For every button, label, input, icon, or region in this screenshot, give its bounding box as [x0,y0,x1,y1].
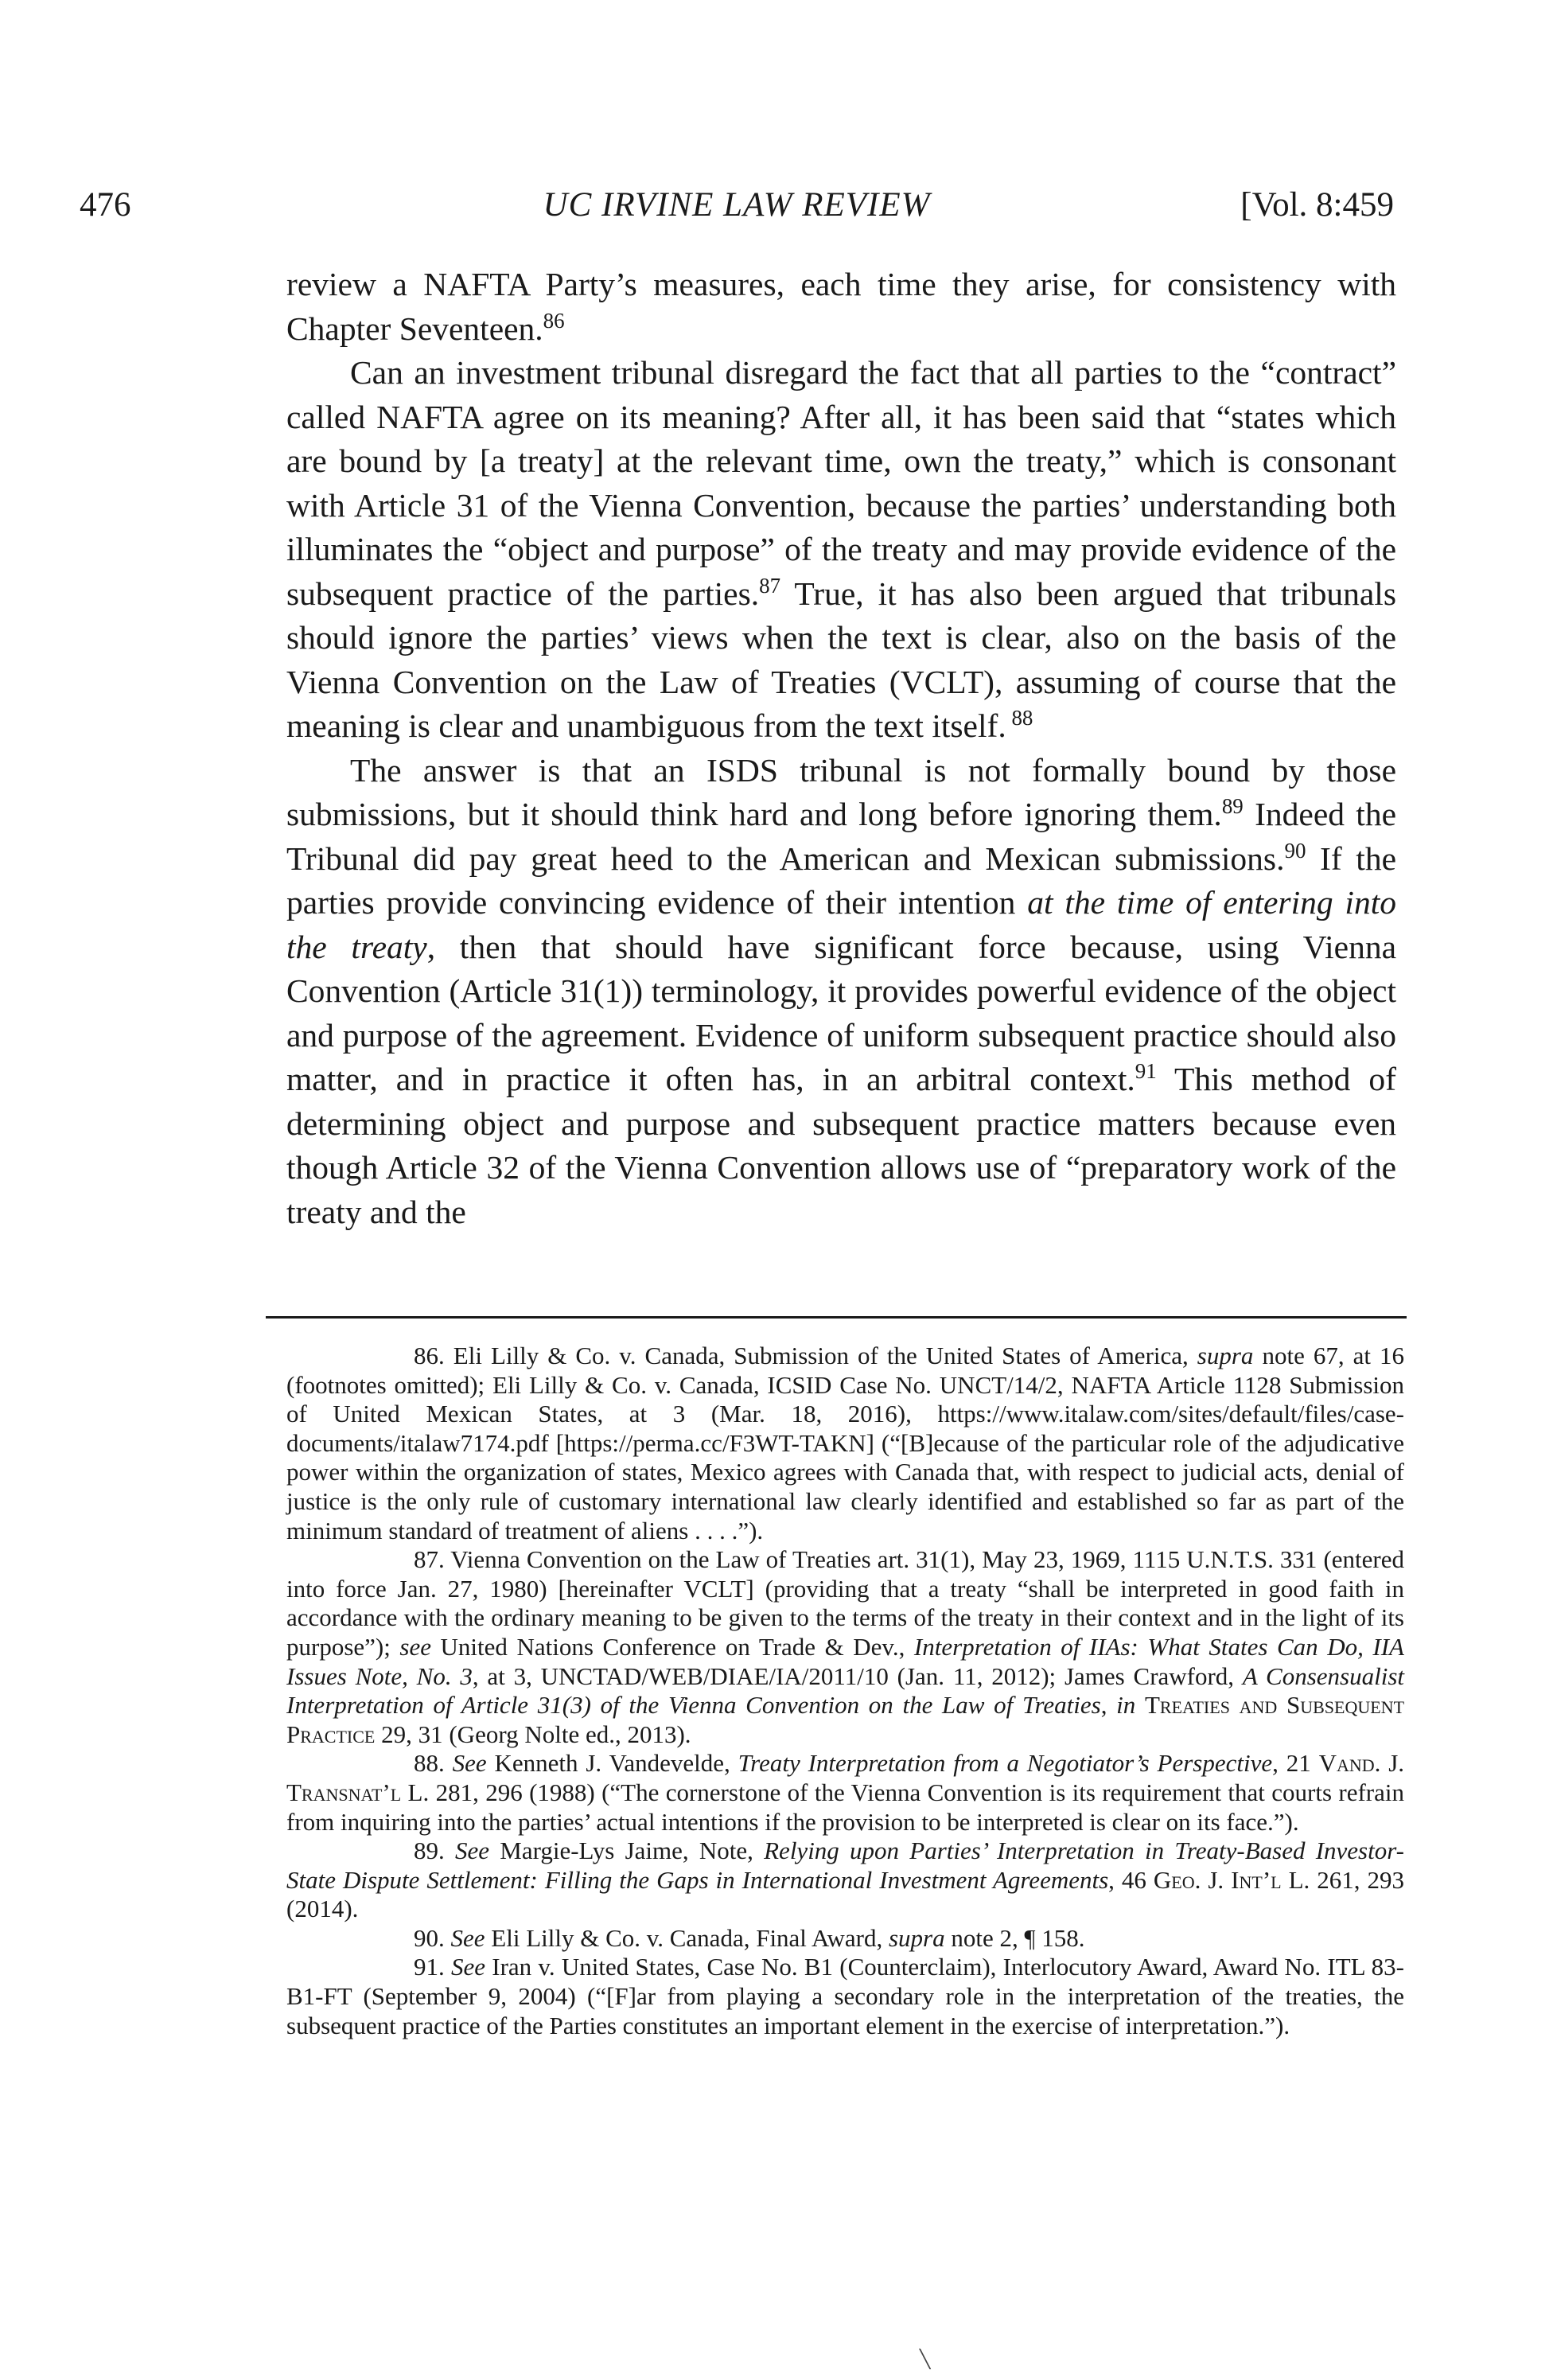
footnote-text: Eli Lilly & Co. v. Canada, Submission of the United States of America, [444,1342,1197,1369]
footnote-86 [286,1342,1404,1545]
footnote-ref-86[interactable]: 86 [543,308,565,333]
p3-text-1: The answer is that an ISDS tribunal is not formally bound by those submissions, but it should think hard and long before ignoring them. [286,751,1396,832]
footnote-number: 88. [414,1749,445,1778]
footnote-text: Margie-Lys Jaime, Note, [489,1837,765,1865]
footnote-number: 86. [414,1342,445,1369]
footnote-title: Relying upon Parties’ Interpretation in Treaty-Based Investor-State Dispute Settlement: Filling the Gaps in International Investment Agreements [286,1837,1404,1894]
paragraph-1 [286,263,1396,351]
footnote-signal: See [450,1953,486,1981]
footnote-title: A Consensualist Interpretation of Article 31(3) of the Vienna Convention on the Law of Treaties [286,1661,1404,1720]
footnote-title: Interpretation of IIAs: What States Can Do, IIA Issues Note, No. 3 [286,1632,1404,1690]
footnote-title: Treaty Interpretation from a Negotiator’s Perspective [738,1749,1273,1778]
footnote-text: 261, 293 (2014). [286,1865,1405,1923]
footnote-text: Kenneth J. Vandevelde, [486,1749,738,1778]
footnote-journal: Geo. J. Int’l L. [1153,1865,1310,1894]
footnotes [286,1342,1404,2040]
footnote-number: 90. [414,1923,445,1952]
footnote-divider [266,1316,1407,1319]
footnote-text: United Nations Conference on Trade & Dev., [430,1632,914,1661]
footnote-ref-89[interactable]: 89 [1221,794,1244,819]
p1-text: review a NAFTA Party’s measures, each time they arise, for consistency with Chapter Seventeen. [286,266,1396,347]
footnote-book-title: Treaties and Subsequent Practice [286,1691,1405,1748]
footnote-signal: supra [888,1923,945,1952]
footnote-87 [286,1545,1404,1749]
p2-text-2: True, it has also been argued that tribunals should ignore the parties’ views when the text is clear, also on the basis of the Vienna Convention on the Law of Treaties (VCLT), assuming of course that the meaning is clear and unambiguous from the text itself. [286,575,1396,744]
volume-citation: [Vol. 8:459 [1240,186,1394,224]
footnote-89 [286,1837,1404,1924]
p2-text-1: Can an investment tribunal disregard the fact that all parties to the “contract” called NAFTA agree on its meaning? After all, it has been said that “states which are bound by [a treaty] at the relevant time, own the treaty,” which is consonant with Article 31 of the Vienna Convention, because the parties’ understanding both illuminates the “object and purpose” of the treaty and may provide evidence of the subsequent practice of the parties. [286,354,1396,612]
footnote-signal: See [452,1749,487,1778]
footnote-ref-88[interactable]: 88 [1006,706,1033,730]
footnote-signal: See [450,1923,485,1952]
footnote-text: , 21 [1272,1749,1319,1778]
footnote-88 [286,1749,1404,1837]
p3-emphasis: at the time of entering into the treaty [286,884,1396,965]
footnote-journal: Vand. J. Transnat’l L. [286,1749,1405,1806]
scan-mark: ╲ [920,2349,931,2369]
footnote-91 [286,1953,1404,2040]
footnote-ref-90[interactable]: 90 [1284,838,1306,863]
footnote-text: Eli Lilly & Co. v. Canada, Final Award, [485,1923,889,1952]
footnote-signal: supra [1197,1342,1254,1369]
footnote-text [1135,1691,1145,1719]
footnote-text: 281, 296 (1988) (“The cornerstone of the Vienna Convention is its requirement that courts refrain from inquiring into the parties’ actual intentions if the provision to be interpreted is clear on its face.”). [286,1778,1405,1836]
footnote-text: Vienna Convention on the Law of Treaties art. 31(1), May 23, 1969, 1115 U.N.T.S. 331 (entered into force Jan. 27, 1980) [hereinafter VCLT] (providing that a treaty “shall be interpreted in good faith in accordance with the ordinary meaning to be given to the terms of the treaty in their context and in the light of its purpose”); [286,1545,1404,1661]
footnote-signal: See [455,1837,490,1865]
footnote-ref-91[interactable]: 91 [1135,1059,1157,1084]
main-text [286,263,1396,1234]
paragraph-3 [286,749,1396,1235]
footnote-signal: in [1116,1691,1136,1720]
footnote-text: Iran v. United States, Case No. B1 (Counterclaim), Interlocutory Award, Award No. ITL 83-B1-FT (September 9, 2004) (“[F]ar from playing a secondary role in the interpretation of the treaties, the subsequent practice of the Parties constitutes an important element in the exercise of interpretation.”). [286,1953,1404,2039]
p3-text-4: , then that should have significant force because, using Vienna Convention (Article 31(1)) terminology, it provides powerful evidence of the object and purpose of the agreement. Evidence of uniform subsequent practice should also matter, and in practice it often has, in an arbitral context. [286,928,1396,1097]
footnote-text: , at 3, UNCTAD/WEB/DIAE/IA/2011/10 (Jan. 11, 2012); James Crawford, [472,1661,1243,1690]
running-header [80,181,1394,229]
footnote-text [445,1749,453,1777]
footnote-text: , 46 [1108,1865,1154,1894]
footnote-number: 89. [414,1837,445,1865]
journal-title: UC IRVINE LAW REVIEW [543,186,931,224]
footnote-text [445,1837,455,1864]
footnote-signal: see [399,1632,431,1661]
p3-text-5: This method of determining object and purpose and subsequent practice matters because even though Article 32 of the Vienna Convention allows use of “preparatory work of the treaty and the [286,1061,1396,1230]
page-number: 476 [80,186,131,224]
paragraph-2 [286,351,1396,749]
footnote-number: 91. [414,1953,445,1981]
footnote-text: note 2, ¶ 158. [944,1923,1085,1952]
footnote-text: note 67, at 16 (footnotes omitted); Eli Lilly & Co. v. Canada, ICSID Case No. UNCT/14/2, NAFTA Article 1128 Submission of United Mexican States, at 3 (Mar. 18, 2016), https://www.italaw.com/sites/default/files/case-documents/italaw7174.pdf [https://perma.cc/F3WT-TAKN] (“[B]ecause of the particular role of the adjudicative power within the organization of states, Mexico agrees with Canada that, with respect to judicial acts, denial of justice is the only rule of customary international law clearly identified and established so far as part of the minimum standard of treatment of aliens . . . .”). [286,1342,1404,1544]
footnote-number: 87. [414,1545,445,1574]
footnote-90 [286,1924,1404,1953]
p3-text-3: If the parties provide convincing evidence of their intention [286,839,1396,921]
footnote-text: , [1100,1691,1117,1720]
footnote-text [445,1924,451,1952]
footnote-ref-87[interactable]: 87 [759,573,781,598]
footnote-text [445,1953,451,1981]
footnote-text: 29, 31 (Georg Nolte ed., 2013). [375,1720,691,1748]
p3-text-2: Indeed the Tribunal did pay great heed to the American and Mexican submissions. [286,796,1396,877]
